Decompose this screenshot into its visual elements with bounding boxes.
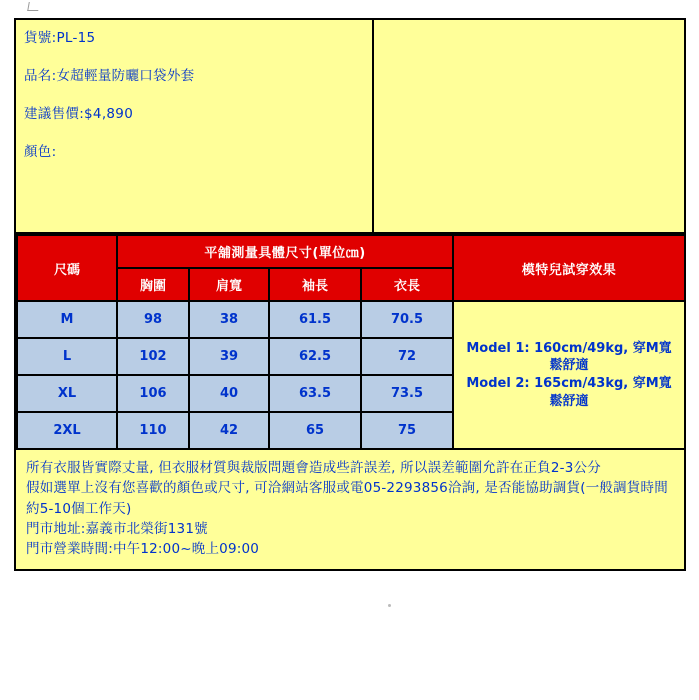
product-color: 顏色:	[24, 143, 57, 160]
cell-l-sleeve: 62.5	[269, 338, 361, 375]
column-header-sleeve: 袖長	[269, 268, 361, 301]
cell-2xl-chest: 110	[117, 412, 189, 449]
header-row	[16, 20, 684, 234]
product-info-panel	[16, 20, 374, 232]
size-label-xl: XL	[17, 375, 117, 412]
cell-m-shoulder: 38	[189, 301, 269, 338]
notes-panel	[16, 450, 684, 569]
note-ordering-help: 假如選單上沒有您喜歡的顏色或尺寸, 可洽網站客服或電05-2293856洽詢, 是否能協助調貨(一般調貨時間約5-10個工作天)	[26, 480, 668, 517]
measurement-title: 平舖測量具體尺寸(單位㎝)	[117, 235, 453, 268]
table-header-row-1	[17, 235, 685, 268]
product-photo-placeholder	[374, 20, 684, 232]
column-header-shoulder: 肩寬	[189, 268, 269, 301]
product-price: 建議售價:$4,890	[24, 105, 134, 122]
size-label-l: L	[17, 338, 117, 375]
cell-m-length: 70.5	[361, 301, 453, 338]
table-row	[17, 301, 685, 338]
size-column-header: 尺碼	[17, 235, 117, 301]
page-speck	[388, 604, 391, 607]
product-name: 品名:女超輕量防曬口袋外套	[24, 67, 195, 84]
size-label-m: M	[17, 301, 117, 338]
note-store-hours: 門市營業時間:中午12:00~晚上09:00	[26, 541, 260, 557]
cell-2xl-length: 75	[361, 412, 453, 449]
cell-m-chest: 98	[117, 301, 189, 338]
model-notes-cell	[453, 301, 685, 449]
size-label-2xl: 2XL	[17, 412, 117, 449]
column-header-chest: 胸圍	[117, 268, 189, 301]
cell-xl-sleeve: 63.5	[269, 375, 361, 412]
model-column-header: 模特兒試穿效果	[453, 235, 685, 301]
corner-tick-mark	[27, 2, 40, 11]
product-spec-sheet	[14, 18, 686, 571]
note-measurement-tolerance: 所有衣服皆實際丈量, 但衣服材質與裁版問題會造成些許誤差, 所以誤差範圍允許在正負2-3公分	[26, 460, 601, 476]
cell-xl-chest: 106	[117, 375, 189, 412]
product-code: 貨號:PL-15	[24, 30, 96, 46]
cell-l-length: 72	[361, 338, 453, 375]
size-table	[16, 234, 686, 450]
cell-xl-length: 73.5	[361, 375, 453, 412]
cell-l-chest: 102	[117, 338, 189, 375]
column-header-length: 衣長	[361, 268, 453, 301]
cell-xl-shoulder: 40	[189, 375, 269, 412]
cell-2xl-shoulder: 42	[189, 412, 269, 449]
note-store-address: 門市地址:嘉義市北榮街131號	[26, 520, 208, 537]
model-note-1: Model 1: 160cm/49kg, 穿M寬鬆舒適	[466, 340, 672, 374]
cell-m-sleeve: 61.5	[269, 301, 361, 338]
cell-2xl-sleeve: 65	[269, 412, 361, 449]
model-note-2: Model 2: 165cm/43kg, 穿M寬鬆舒適	[466, 376, 672, 409]
cell-l-shoulder: 39	[189, 338, 269, 375]
